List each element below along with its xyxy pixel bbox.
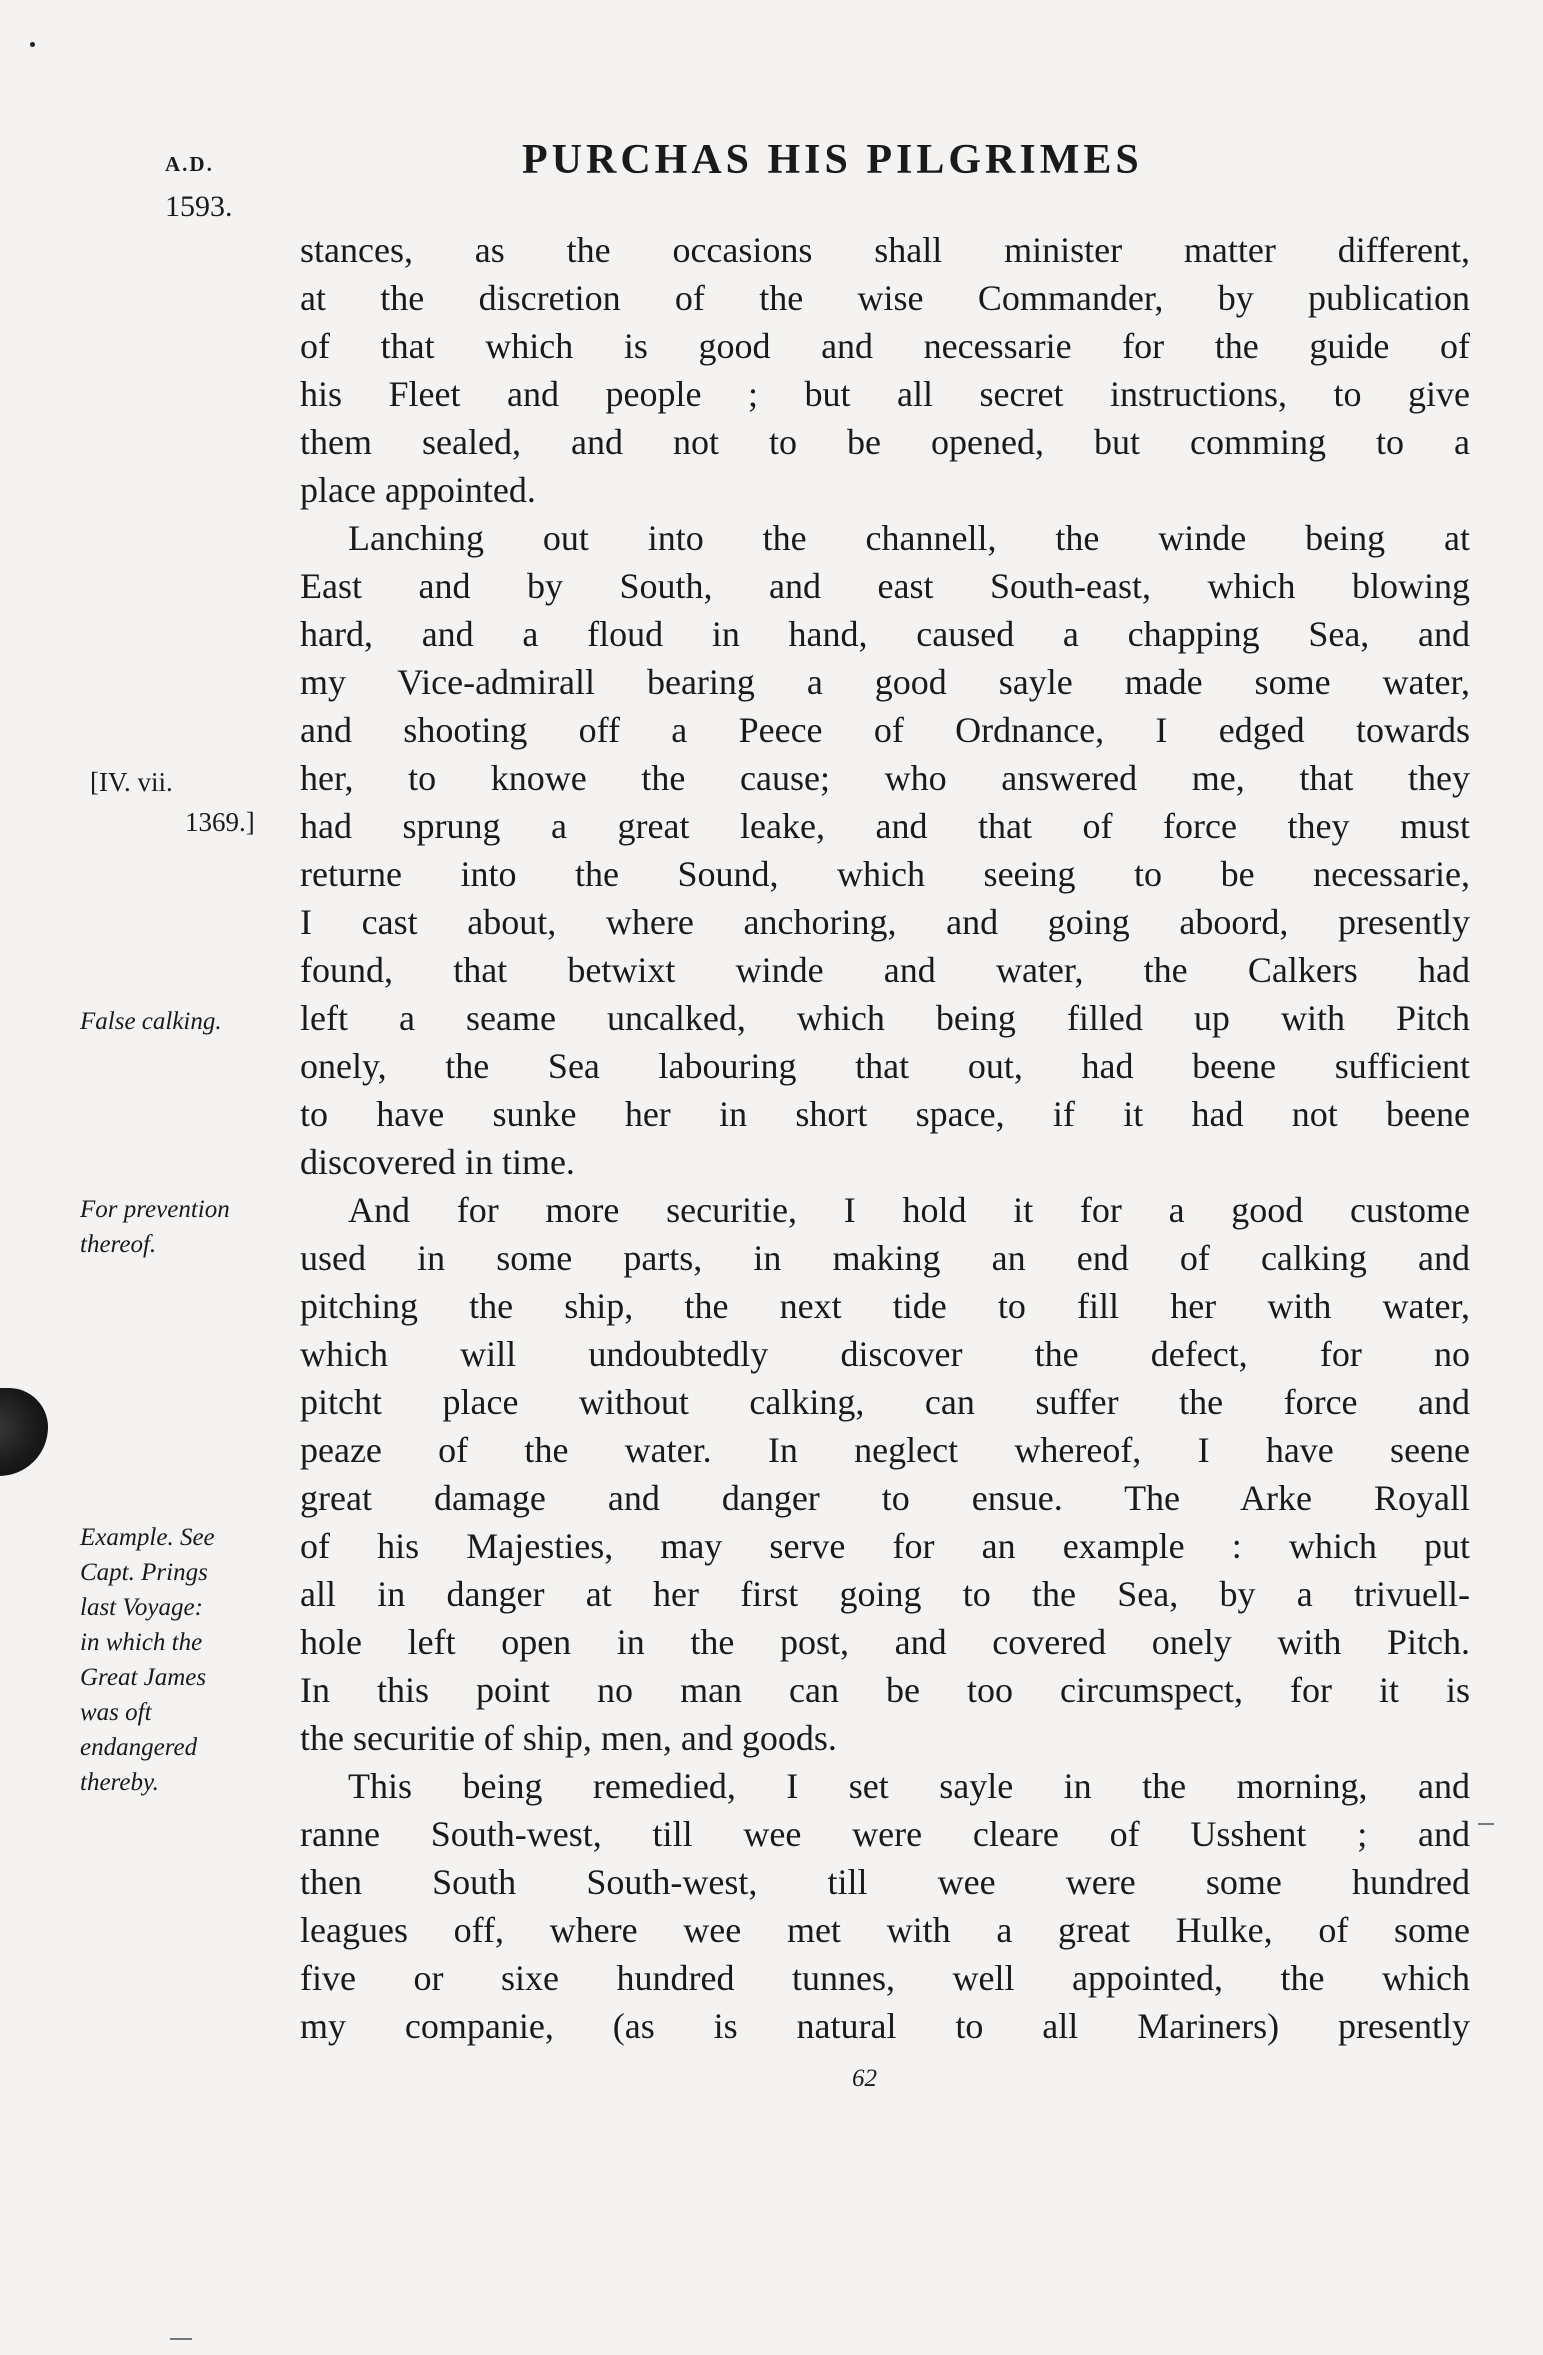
margin-mark [1478, 1823, 1494, 1825]
text-line: left a seame uncalked, which being filled up with Pitch [300, 998, 1470, 1038]
text-line: This being remedied, I set sayle in the morning, and [348, 1766, 1470, 1806]
text-line: my Vice-admirall bearing a good sayle made some water, [300, 662, 1470, 702]
text-line: onely, the Sea labouring that out, had beene sufficient [300, 1046, 1470, 1086]
text-line: then South South-west, till wee were some hundred [300, 1862, 1470, 1902]
margin-note-line: False calking. [80, 1008, 222, 1035]
page-speck [30, 42, 35, 47]
margin-note-line: thereof. [80, 1231, 157, 1258]
text-line: And for more securitie, I hold it for a good custome [348, 1190, 1470, 1230]
era-label: A.D. [165, 152, 214, 176]
text-line: at the discretion of the wise Commander, by publication [300, 278, 1470, 318]
text-line: leagues off, where wee met with a great Hulke, of some [300, 1910, 1470, 1950]
text-line: of that which is good and necessarie for the guide of [300, 326, 1470, 366]
text-line: returne into the Sound, which seeing to be necessarie, [300, 854, 1470, 894]
year-label: 1593. [165, 190, 233, 223]
text-line: my companie, (as is natural to all Mariners) presently [300, 2006, 1470, 2046]
text-line: five or sixe hundred tunnes, well appointed, the which [300, 1958, 1470, 1998]
page-number: 62 [852, 2065, 877, 2092]
text-line: which will undoubtedly discover the defect, for no [300, 1334, 1470, 1374]
margin-note-prevention [80, 1192, 230, 1262]
margin-note-line: Capt. Prings [80, 1559, 208, 1586]
text-line: Lanching out into the channell, the winde being at [348, 518, 1470, 558]
margin-note-line: For prevention [80, 1196, 230, 1223]
text-line: to have sunke her in short space, if it had not beene [300, 1094, 1470, 1134]
margin-note-line: Great James [80, 1664, 207, 1691]
text-line: and shooting off a Peece of Ordnance, I edged towards [300, 710, 1470, 750]
text-line: In this point no man can be too circumspect, for it is [300, 1670, 1470, 1710]
margin-note-false-calking [80, 1004, 222, 1039]
margin-reference-line: [IV. vii. [90, 767, 173, 797]
text-line: the securitie of ship, men, and goods. [300, 1718, 837, 1758]
text-line: found, that betwixt winde and water, the Calkers had [300, 950, 1470, 990]
text-line: great damage and danger to ensue. The Arke Royall [300, 1478, 1470, 1518]
text-line: her, to knowe the cause; who answered me, that they [300, 758, 1470, 798]
margin-note-line: Example. See [80, 1524, 215, 1551]
margin-note-line: endangered [80, 1734, 198, 1761]
bottom-mark [170, 2338, 192, 2340]
text-line: pitching the ship, the next tide to fill her with water, [300, 1286, 1470, 1326]
margin-reference [90, 762, 255, 842]
body-text [300, 226, 1470, 2050]
text-line: of his Majesties, may serve for an example : which put [300, 1526, 1470, 1566]
text-line: ranne South-west, till wee were cleare of Usshent ; and [300, 1814, 1470, 1854]
text-line: I cast about, where anchoring, and going aboord, presently [300, 902, 1470, 942]
text-line: stances, as the occasions shall minister matter different, [300, 230, 1470, 270]
thumb-shadow [0, 1388, 48, 1476]
text-line: place appointed. [300, 470, 536, 510]
text-line: hole left open in the post, and covered onely with Pitch. [300, 1622, 1470, 1662]
margin-note-line: in which the [80, 1629, 203, 1656]
margin-note-line: was oft [80, 1699, 152, 1726]
margin-note-example [80, 1520, 215, 1800]
text-line: hard, and a floud in hand, caused a chapping Sea, and [300, 614, 1470, 654]
margin-note-line: thereby. [80, 1769, 159, 1796]
text-line: had sprung a great leake, and that of force they must [300, 806, 1470, 846]
text-line: peaze of the water. In neglect whereof, I have seene [300, 1430, 1470, 1470]
text-line: used in some parts, in making an end of calking and [300, 1238, 1470, 1278]
text-line: East and by South, and east South-east, which blowing [300, 566, 1470, 606]
text-line: pitcht place without calking, can suffer the force and [300, 1382, 1470, 1422]
margin-note-line: last Voyage: [80, 1594, 203, 1621]
margin-reference-line: 1369.] [185, 807, 255, 837]
running-title: PURCHAS HIS PILGRIMES [522, 137, 1143, 183]
text-line: his Fleet and people ; but all secret instructions, to give [300, 374, 1470, 414]
text-line: discovered in time. [300, 1142, 575, 1182]
text-line: them sealed, and not to be opened, but comming to a [300, 422, 1470, 462]
text-line: all in danger at her first going to the Sea, by a trivuell- [300, 1574, 1470, 1614]
